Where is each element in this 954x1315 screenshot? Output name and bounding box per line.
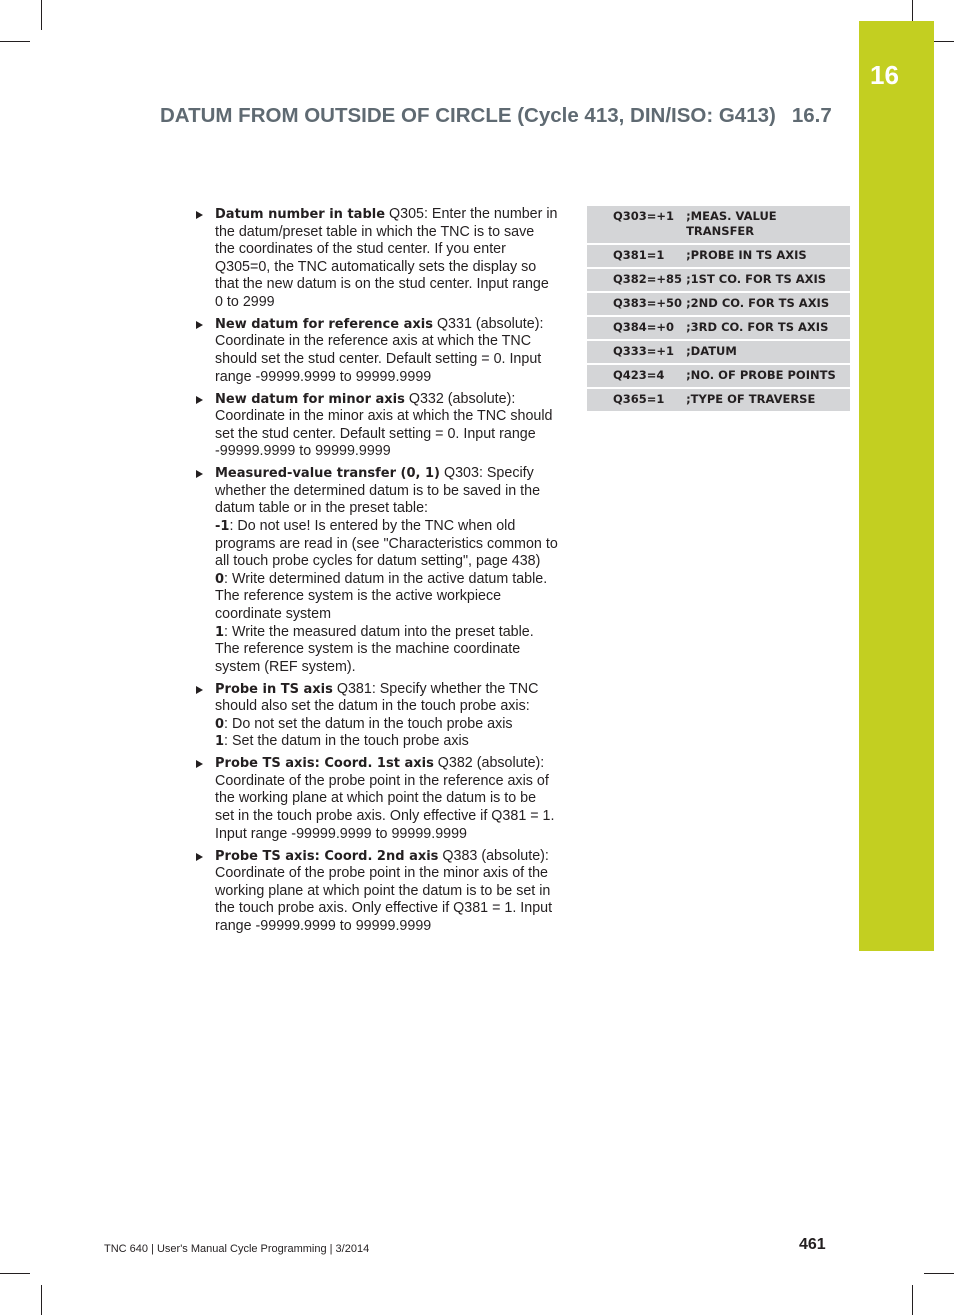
table-row: [587, 244, 850, 268]
table-row: [587, 388, 850, 412]
parameter-name: New datum for reference axis: [215, 316, 433, 332]
parameter-name: Probe in TS axis: [215, 681, 333, 697]
parameter-option: [215, 716, 558, 734]
parameter-description: Q332 (absolute): Coordinate in the minor axis at which the TNC should set the stud center. Default setting = 0. Input range -99999.9999 to 99999.9999: [215, 390, 553, 460]
bullet-triangle-icon: [196, 686, 203, 694]
table-row: [587, 206, 850, 244]
nc-parameter: Q365=1: [587, 388, 686, 412]
option-text: : Write determined datum in the active datum table. The reference system is the active workpiece coordinate system: [215, 570, 548, 622]
nc-parameter: Q382=+85: [587, 268, 686, 292]
parameter-name: Measured-value transfer (0, 1): [215, 466, 440, 482]
nc-comment: ;1ST CO. FOR TS AXIS: [686, 268, 850, 292]
table-row: [587, 292, 850, 316]
option-key: -1: [215, 518, 230, 534]
parameter-option: [215, 733, 558, 751]
parameter-description: Q383 (absolute): Coordinate of the probe point in the minor axis of the working plane at which point the datum is to be set in the touch probe axis. Only effective if Q381 = 1. Input range -99999.9999 to 99999.9999: [215, 847, 553, 934]
option-key: 0: [215, 716, 225, 732]
nc-block-table: [587, 206, 850, 413]
table-row: [587, 316, 850, 340]
bullet-triangle-icon: [196, 211, 203, 219]
crop-mark: [912, 1285, 913, 1315]
section-number: 16.7: [791, 104, 832, 127]
parameter-description: Q303: Specify whether the determined datum is to be saved in the datum table or in the preset table:: [215, 465, 541, 517]
nc-comment: ;PROBE IN TS AXIS: [686, 244, 850, 268]
parameter-description: Q382 (absolute): Coordinate of the probe point in the reference axis of the working plane at which point the datum is to be set in the touch probe axis. Only effective if Q381 = 1. Input range -99999.9999 to 99999.9999: [215, 755, 555, 842]
chapter-number: 16: [870, 60, 899, 90]
crop-mark: [0, 41, 30, 42]
chapter-tab: [859, 21, 934, 951]
option-key: 1: [215, 624, 225, 640]
parameter-description: Q381: Specify whether the TNC should also set the datum in the touch probe axis:: [215, 680, 539, 715]
nc-comment: ;MEAS. VALUE TRANSFER: [686, 206, 850, 244]
parameter-description: Q331 (absolute): Coordinate in the reference axis at which the TNC should set the stud center. Default setting = 0. Input range -99999.9999 to 99999.9999: [215, 315, 544, 385]
parameter-name: Probe TS axis: Coord. 2nd axis: [215, 848, 439, 864]
table-row: [587, 340, 850, 364]
parameter-option: [215, 518, 558, 571]
option-key: 1: [215, 734, 225, 750]
page-header: [160, 104, 840, 128]
parameter-list: [196, 206, 558, 940]
parameter-name: Datum number in table: [215, 207, 386, 222]
option-text: : Set the datum in the touch probe axis: [224, 733, 469, 750]
nc-comment: ;2ND CO. FOR TS AXIS: [686, 292, 850, 316]
nc-comment: ;DATUM: [686, 340, 850, 364]
bullet-triangle-icon: [196, 396, 203, 404]
crop-mark: [41, 1285, 42, 1315]
table-row: [587, 364, 850, 388]
parameter-item: [196, 316, 558, 386]
parameter-item: [196, 848, 558, 936]
nc-parameter: Q384=+0: [587, 316, 686, 340]
parameter-option: [215, 571, 558, 624]
option-text: : Do not use! Is entered by the TNC when old programs are read in (see "Characteristics common to all touch probe cycles for datum setting", page 438): [215, 517, 558, 570]
option-text: : Write the measured datum into the preset table. The reference system is the machine coordinate system (REF system).: [215, 623, 534, 675]
crop-mark: [924, 1273, 954, 1274]
option-key: 0: [215, 571, 225, 587]
nc-comment: ;TYPE OF TRAVERSE: [686, 388, 850, 412]
footer-text: TNC 640 | User's Manual Cycle Programming | 3/2014: [104, 1243, 370, 1255]
nc-comment: ;3RD CO. FOR TS AXIS: [686, 316, 850, 340]
parameter-name: New datum for minor axis: [215, 391, 405, 407]
parameter-description: Q305: Enter the number in the datum/preset table in which the TNC is to save the coordinates of the stud center. If you enter Q305=0, the TNC automatically sets the display so that the new datum is on the stud center. Input range 0 to 2999: [215, 206, 558, 310]
bullet-triangle-icon: [196, 470, 203, 478]
parameter-item: [196, 681, 558, 751]
parameter-option: [215, 624, 558, 677]
nc-parameter: Q383=+50: [587, 292, 686, 316]
table-row: [587, 268, 850, 292]
option-text: : Do not set the datum in the touch probe axis: [224, 715, 513, 732]
parameter-item: [196, 755, 558, 843]
nc-parameter: Q423=4: [587, 364, 686, 388]
page-title: DATUM FROM OUTSIDE OF CIRCLE (Cycle 413, DIN/ISO: G413): [160, 104, 776, 127]
bullet-triangle-icon: [196, 760, 203, 768]
crop-mark: [41, 0, 42, 30]
parameter-item: [196, 391, 558, 461]
crop-mark: [0, 1273, 30, 1274]
nc-parameter: Q381=1: [587, 244, 686, 268]
parameter-item: [196, 465, 558, 676]
nc-parameter: Q333=+1: [587, 340, 686, 364]
parameter-item: [196, 206, 558, 312]
page-number: 461: [799, 1236, 826, 1253]
bullet-triangle-icon: [196, 853, 203, 861]
parameter-name: Probe TS axis: Coord. 1st axis: [215, 756, 434, 772]
nc-comment: ;NO. OF PROBE POINTS: [686, 364, 850, 388]
bullet-triangle-icon: [196, 321, 203, 329]
nc-parameter: Q303=+1: [587, 206, 686, 244]
